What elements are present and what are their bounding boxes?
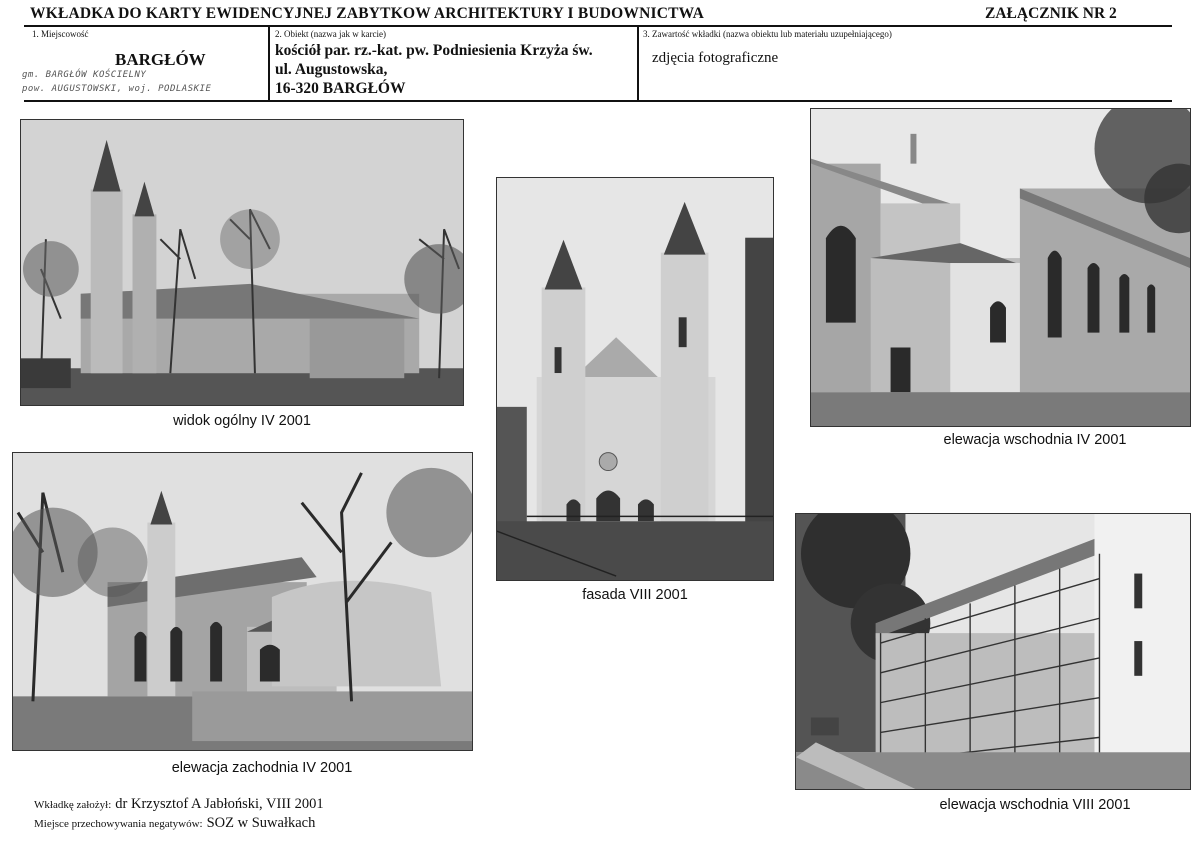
photo-west-elevation: [12, 452, 473, 751]
author-value: dr Krzysztof A Jabłoński, VIII 2001: [115, 796, 324, 812]
caption-west-elevation: elewacja zachodnia IV 2001: [171, 760, 353, 776]
document-title: WKŁADKA DO KARTY EWIDENCYJNEJ ZABYTKOW ARCHITEKTURY I BUDOWNICTWA: [30, 5, 705, 22]
place-value: BARGŁÓW: [115, 50, 206, 69]
photo-east-elevation-april: [810, 108, 1191, 427]
handwritten-commune: gm. BARGŁÓW KOŚCIELNY: [22, 70, 147, 80]
handwritten-district: pow. AUGUSTOWSKI, woj. PODLASKIE: [22, 84, 212, 94]
caption-facade: fasada VIII 2001: [582, 587, 688, 603]
annex-number: ZAŁĄCZNIK NR 2: [985, 5, 1117, 22]
author-line: [34, 795, 324, 813]
object-street: ul. Augustowska,: [275, 61, 388, 78]
object-name: kościół par. rz.-kat. pw. Podniesienia Krzyża św.: [275, 42, 593, 59]
object-postal: 16-320 BARGŁÓW: [275, 80, 406, 97]
field-divider-1: [268, 27, 270, 100]
photo-general-view: [20, 119, 464, 406]
caption-east-elevation-april: elewacja wschodnia IV 2001: [943, 432, 1127, 448]
storage-label: Miejsce przechowywania negatywów:: [34, 818, 203, 830]
header-rule-bottom: [24, 100, 1172, 102]
content-value: zdjęcia fotograficzne: [652, 50, 779, 66]
storage-line: [34, 814, 315, 832]
storage-value: SOZ w Suwałkach: [206, 815, 316, 831]
object-label: 2. Obiekt (nazwa jak w karcie): [275, 29, 386, 39]
caption-east-elevation-august: elewacja wschodnia VIII 2001: [939, 797, 1131, 813]
caption-general-view: widok ogólny IV 2001: [173, 413, 311, 429]
field-divider-2: [637, 27, 639, 100]
photo-east-elevation-august: [795, 513, 1191, 790]
author-label: Wkładkę założył:: [34, 799, 112, 811]
header-rule-top: [24, 25, 1172, 27]
place-label: 1. Miejscowość: [32, 29, 89, 39]
content-label: 3. Zawartość wkładki (nazwa obiektu lub materiału uzupełniającego): [643, 29, 892, 39]
photo-facade: [496, 177, 774, 581]
